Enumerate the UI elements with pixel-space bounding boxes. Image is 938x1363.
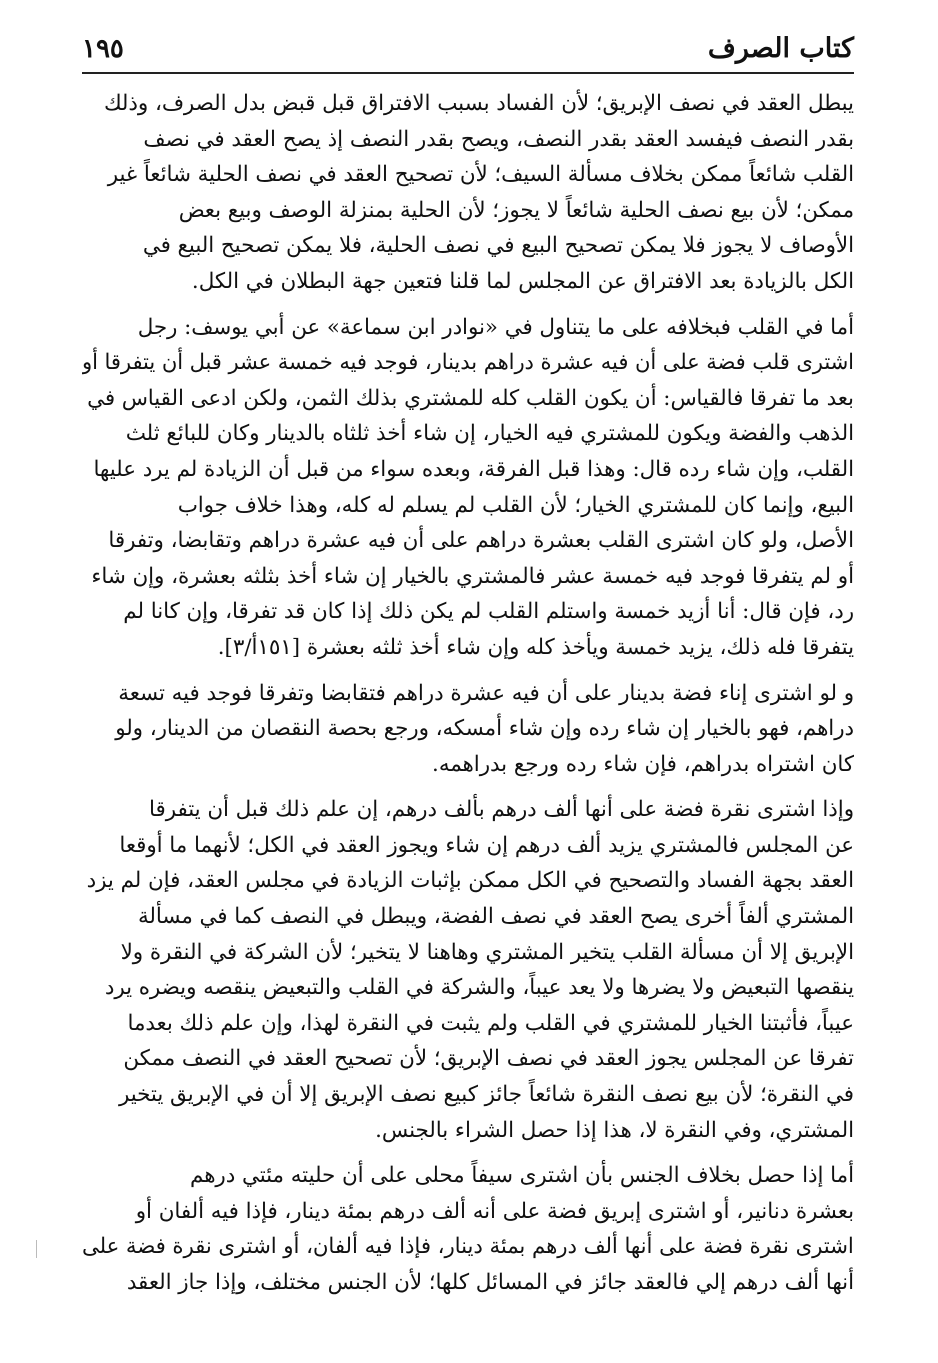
paragraph-gap	[82, 666, 854, 676]
text-line: ممكن؛ لأن بيع نصف الحلية شائعاً لا يجوز؛ لأن الحلية بمنزلة الوصف وبيع بعض	[178, 197, 854, 223]
paragraph-3	[82, 676, 854, 783]
header-divider	[82, 72, 854, 74]
text-line: أو لم يتفرقا فوجد فيه خمسة عشر فالمشتري بالخيار إن شاء أخذ بثلثه بعشرة، وإن شاء	[91, 563, 854, 589]
text-line: اشترى قلب فضة على أن فيه عشرة دراهم بدينار، فوجد فيه خمسة عشر قبل أن يتفرقا أو	[82, 350, 854, 376]
text-line: بعد ما تفرقا فالقياس: أن يكون القلب كله للمشتري بذلك الثمن، ولكن ادعى القياس في	[87, 385, 854, 411]
text-line: بقدر النصف فيفسد العقد بقدر النصف، ويصح بقدر النصف إذ يصح العقد في نصف	[143, 126, 854, 152]
page-body	[82, 86, 854, 1301]
text-line: البيع، وإنما كان للمشتري الخيار؛ لأن القلب لم يسلم له كله، وهذا خلاف جواب	[177, 492, 854, 518]
paragraph-gap	[82, 300, 854, 310]
text-line: الأصل، ولو كان اشترى القلب بعشرة دراهم على أن فيه عشرة دراهم وتقابضا، وتفرقا	[108, 528, 854, 554]
paragraph-1	[82, 86, 854, 300]
text-line: أنها ألف درهم إلي فالعقد جائز في المسائل كلها؛ لأن الجنس مختلف، وإذا جاز العقد	[126, 1270, 854, 1295]
text-line: الكل بالزيادة بعد الافتراق عن المجلس لما قلنا فتعين جهة البطلان في الكل.	[191, 268, 854, 294]
paragraph-5	[82, 1158, 854, 1300]
text-line: يبطل العقد في نصف الإبريق؛ لأن الفساد بسبب الافتراق قبل قبض بدل الصرف، وذلك	[103, 91, 854, 116]
text-line: بعشرة دنانير، أو اشترى إبريق فضة على أنه ألف درهم بمئة دينار، فإذا فيه ألفان أو	[135, 1198, 854, 1224]
text-line: القلب، وإن شاء رده قال: وهذا قبل الفرقة، وبعده سواء من قبل أن الزيادة لم يرد عليها	[93, 456, 854, 482]
text-line: دراهم، فهو بالخيار إن شاء رده وإن شاء أمسكه، ورجع بحصة النقصان من الدينار، ولو	[115, 716, 854, 742]
text-line: عيباً، فأثبتنا الخيار للمشتري في القلب ولم يثبت في النقرة لهذا، وإن علم ذلك بعدما	[127, 1010, 854, 1036]
paragraph-gap	[82, 782, 854, 792]
text-line: تفرقا عن المجلس يجوز العقد في نصف الإبريق؛ لأن تصحيح العقد في النصف ممكن	[123, 1046, 854, 1072]
page-header	[82, 30, 854, 70]
paragraph-4	[82, 792, 854, 1148]
text-line: أما إذا حصل بخلاف الجنس بأن اشترى سيفاً محلى على أن حليته مئتي درهم	[190, 1163, 854, 1189]
text-line: رد، فإن قال: أنا أزيد خمسة واستلم القلب لم يكن ذلك إذا كان قد تفرقا، وإن كانا لم	[123, 599, 854, 625]
text-line: يتفرقا فله ذلك، يزيد خمسة ويأخذ كله وإن شاء أخذ ثلثه بعشرة [١٥١أ/٣].	[217, 634, 854, 660]
text-line: المشتري، وفي النقرة لا، هذا إذا حصل الشراء بالجنس.	[375, 1117, 854, 1143]
text-line: أما في القلب فبخلافه على ما يتناول في «نوادر ابن سماعة» عن أبي يوسف: رجل	[137, 314, 854, 340]
text-line: القلب شائعاً ممكن بخلاف مسألة السيف؛ لأن تصحيح العقد في نصف الحلية شائعاً غير	[107, 162, 854, 188]
page-number: ١٩٥	[82, 34, 124, 64]
text-line: في النقرة؛ لأن بيع نصف النقرة شائعاً جائز كبيع نصف الإبريق إلا أن في الإبريق يتخير	[118, 1082, 854, 1108]
text-line: المشتري ألفاً أخرى يصح العقد في نصف الفضة، ويبطل في النصف كما في مسألة	[137, 904, 854, 930]
scan-margin-mark	[36, 1240, 37, 1258]
text-line: الأوصاف لا يجوز فلا يمكن تصحيح البيع في نصف الحلية، فلا يمكن تصحيح البيع في	[142, 233, 854, 259]
paragraph-2	[82, 310, 854, 666]
text-line: وإذا اشترى نقرة فضة على أنها ألف درهم بألف درهم، إن علم ذلك قبل أن يتفرقا	[149, 797, 854, 823]
text-line: كان اشتراه بدراهم، فإن شاء رده ورجع بدراهمه.	[432, 751, 854, 777]
text-line: و لو اشترى إناء فضة بدينار على أن فيه عشرة دراهم فتقابضا وتفرقا فوجد فيه تسعة	[118, 680, 854, 706]
text-line: اشترى نقرة فضة على أنها ألف درهم بمئة دينار، فإذا فيه ألفان، أو اشترى نقرة فضة على	[82, 1234, 854, 1260]
text-line: الإبريق إلا أن مسألة القلب يتخير المشتري وهاهنا لا يتخير؛ لأن الشركة في النقرة ولا	[120, 939, 854, 965]
text-line: العقد بجهة الفساد والتصحيح في الكل ممكن بإثبات الزيادة في مجلس العقد، فإن لم يزد	[86, 868, 854, 894]
text-line: ينقصها التبعيض ولا يضرها ولا يعد عيباً، والشركة في القلب والتبعيض ينقصه ويضره يرد	[104, 975, 854, 1001]
paragraph-gap	[82, 1148, 854, 1158]
text-line: عن المجلس فالمشتري يزيد ألف درهم إن شاء ويجوز العقد في الكل؛ لأنهما ما أوقعا	[119, 832, 854, 858]
text-line: الذهب والفضة ويكون للمشتري فيه الخيار، إن شاء أخذ ثلثاه بالدينار وكان للبائع ثلث	[125, 421, 854, 447]
running-title: كتاب الصرف	[707, 33, 854, 64]
